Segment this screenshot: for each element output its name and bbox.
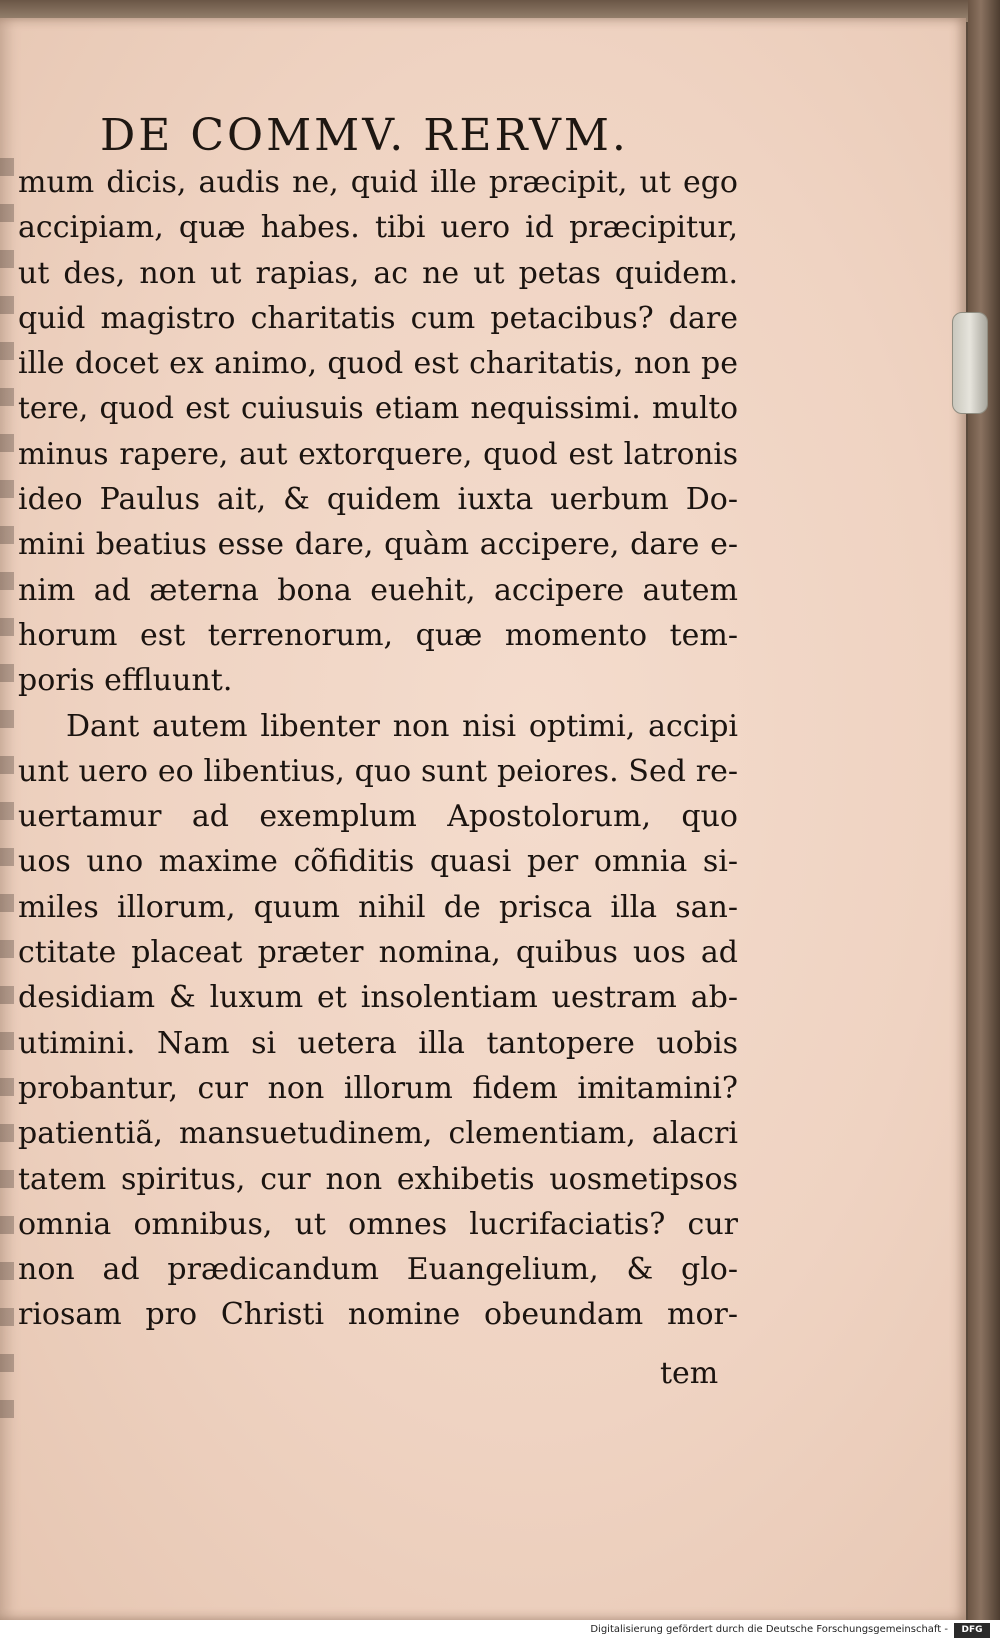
text-line: ideo Paulus ait, & quidem iuxta uerbum Do-: [18, 482, 738, 518]
text-line: mum dicis, audis ne, quid ille præcipit, ut ego: [18, 165, 738, 200]
text-line: poris effluunt.: [18, 663, 233, 699]
book-clasp: [952, 312, 988, 414]
running-head: DE COMMV. RERVM.: [100, 110, 629, 161]
text-line: desidiam & luxum et insolentiam uestram ab-: [18, 980, 738, 1016]
text-line: Dant autem libenter non nisi optimi, accipi: [66, 708, 738, 744]
body-text: [18, 160, 738, 1338]
text-line: tatem spiritus, cur non exhibetis uosmetipsos: [18, 1161, 738, 1197]
catchword: tem: [660, 1356, 719, 1391]
text-line: riosam pro Christi nomine obeundam mor-: [18, 1297, 738, 1333]
text-line: nim ad æterna bona euehit, accipere autem: [18, 572, 738, 608]
text-line: tere, quod est cuiusuis etiam nequissimi. multo: [18, 391, 738, 426]
text-line: minus rapere, aut extorquere, quod est latronis: [18, 436, 738, 471]
text-line: ctitate placeat præter nomina, quibus uos ad: [18, 935, 738, 971]
text-line: uos uno maxime cõfiditis quasi per omnia si-: [18, 844, 738, 880]
text-line: miles illorum, quum nihil de prisca illa san-: [18, 889, 738, 925]
text-line: omnia omnibus, ut omnes lucrifaciatis? cur: [18, 1206, 738, 1242]
text-line: accipiam, quæ habes. tibi uero id præcipitur,: [18, 210, 738, 246]
text-line: utimini. Nam si uetera illa tantopere uobis: [18, 1025, 738, 1061]
text-line: uertamur ad exemplum Apostolorum, quo: [18, 799, 738, 835]
footer-bar: [0, 1620, 1000, 1642]
text-line: mini beatius esse dare, quàm accipere, dare e-: [18, 527, 738, 563]
text-line: non ad prædicandum Euangelium, & glo-: [18, 1252, 738, 1288]
text-line: ille docet ex animo, quod est charitatis, non pe: [18, 346, 738, 382]
book-board-right: [968, 0, 1000, 1620]
funding-credit: Digitalisierung gefördert durch die Deutsche Forschungsgemeinschaft -: [590, 1624, 948, 1635]
text-line: unt uero eo libentius, quo sunt peiores. Sed re-: [18, 753, 738, 789]
text-line: horum est terrenorum, quæ momento tem-: [18, 617, 738, 653]
text-line: quid magistro charitatis cum petacibus? dare: [18, 300, 738, 336]
gutter-edge-marks: [0, 158, 14, 1418]
text-line: probantur, cur non illorum fidem imitamini?: [18, 1070, 738, 1106]
text-line: ut des, non ut rapias, ac ne ut petas quidem.: [18, 255, 738, 291]
dfg-logo: DFG: [954, 1623, 990, 1638]
text-line: patientiã, mansuetudinem, clementiam, alacri: [18, 1116, 738, 1152]
